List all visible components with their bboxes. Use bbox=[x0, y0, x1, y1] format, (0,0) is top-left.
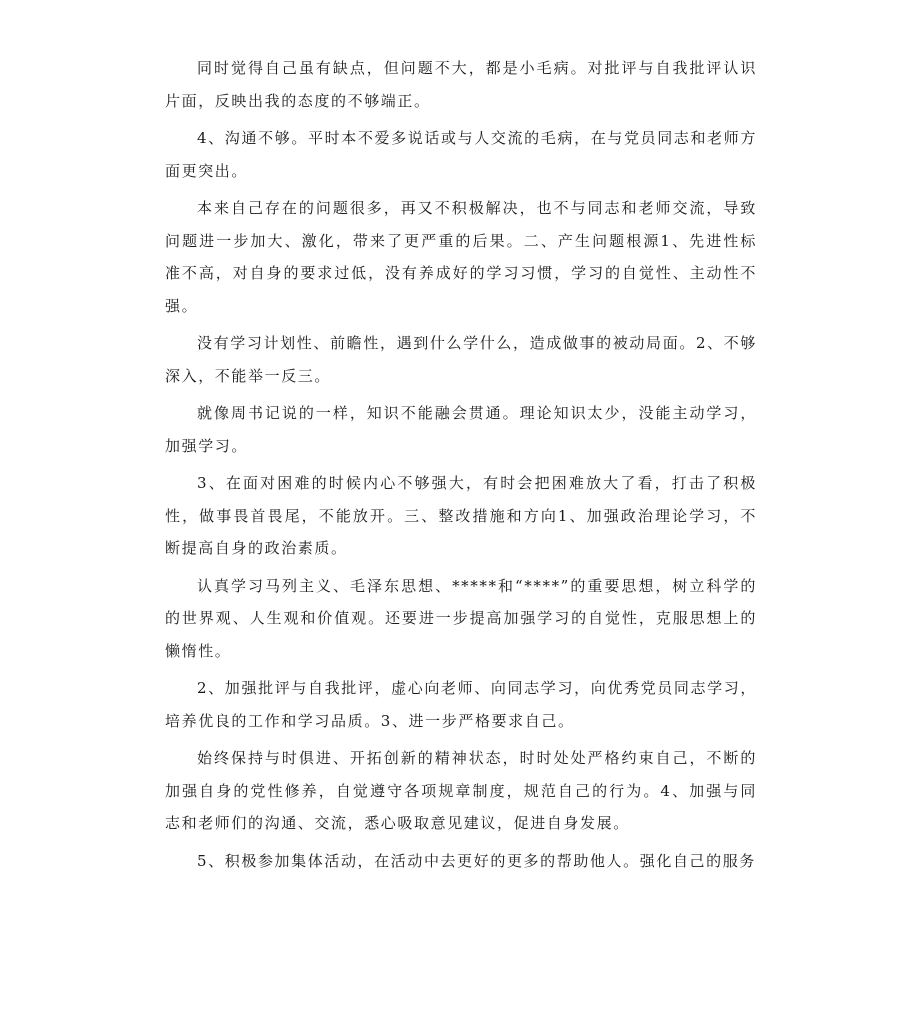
paragraph: 认真学习马列主义、毛泽东思想、*****和“****”的重要思想，树立科学的的世界观、人生观和价值观。还要进一步提高加强学习的自觉性，克服思想上的懒惰性。 bbox=[165, 576, 757, 660]
paragraph: 始终保持与时俱进、开拓创新的精神状态，时时处处严格约束自己，不断的加强自身的党性修养，自觉遵守各项规章制度，规范自己的行为。4、加强与同志和老师们的沟通、交流，悉心吸取意见建议，促进自身发展。 bbox=[165, 749, 757, 832]
paragraph: 没有学习计划性、前瞻性，遇到什么学什么，造成做事的被动局面。2、不够深入，不能举一反三。 bbox=[165, 334, 757, 385]
paragraph: 4、沟通不够。平时本不爱多说话或与人交流的毛病，在与党员同志和老师方面更突出。 bbox=[165, 129, 757, 180]
paragraph: 本来自己存在的问题很多，再又不积极解决，也不与同志和老师交流，导致问题进一步加大、激化，带来了更严重的后果。二、产生问题根源1、先进性标准不高，对自身的要求过低，没有养成好的学习习惯，学习的自觉性、主动性不强。 bbox=[165, 199, 757, 315]
paragraph: 2、加强批评与自我批评，虚心向老师、向同志学习，向优秀党员同志学习，培养优良的工作和学习品质。3、进一步严格要求自己。 bbox=[165, 679, 757, 730]
paragraph: 同时觉得自己虽有缺点，但问题不大，都是小毛病。对批评与自我批评认识片面，反映出我的态度的不够端正。 bbox=[165, 59, 757, 110]
paragraph: 3、在面对困难的时候内心不够强大，有时会把困难放大了看，打击了积极性，做事畏首畏尾，不能放开。三、整改措施和方向1、加强政治理论学习，不断提高自身的政治素质。 bbox=[165, 474, 757, 557]
paragraph: 就像周书记说的一样，知识不能融会贯通。理论知识太少，没能主动学习，加强学习。 bbox=[165, 404, 757, 455]
paragraph: 5、积极参加集体活动，在活动中去更好的更多的帮助他人。强化自己的服务 bbox=[197, 851, 756, 870]
document-page bbox=[165, 52, 757, 882]
